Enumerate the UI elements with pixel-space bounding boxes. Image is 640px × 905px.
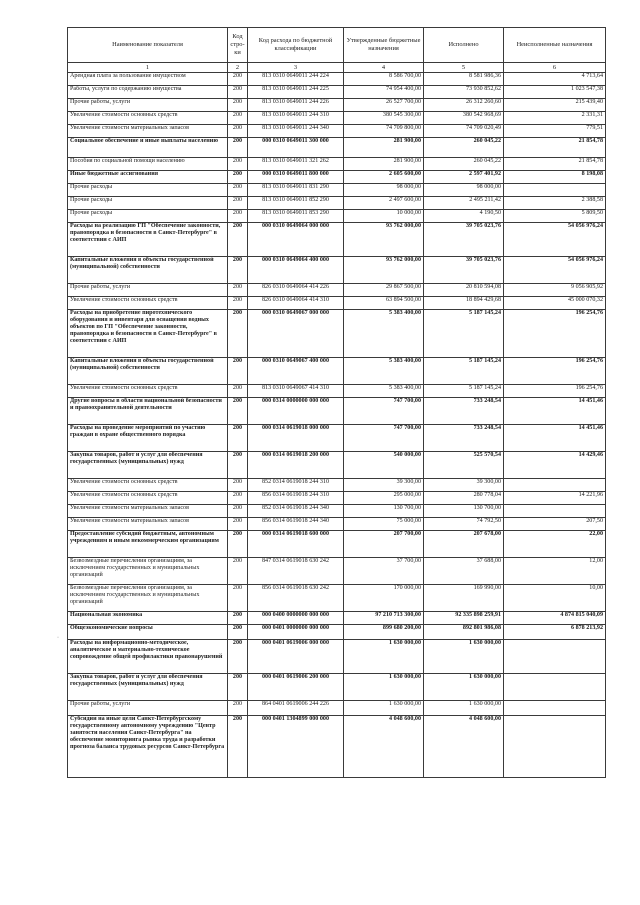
row-approved: 4 048 600,00 [344, 716, 424, 778]
row-executed: 37 688,00 [424, 558, 504, 585]
table-row [68, 86, 606, 99]
row-name: Социальное обеспечение и иные выплаты населению [68, 138, 228, 158]
column-number: 3 [248, 63, 344, 73]
row-executed: 98 000,00 [424, 184, 504, 197]
row-budget-code: 856 0314 0619018 244 340 [248, 518, 344, 531]
row-approved: 74 954 400,00 [344, 86, 424, 99]
row-unexecuted: 5 809,50 [504, 210, 606, 223]
row-executed: 892 801 986,08 [424, 625, 504, 640]
row-unexecuted: 14 451,46 [504, 425, 606, 452]
row-approved: 93 762 000,00 [344, 257, 424, 284]
table-row [68, 158, 606, 171]
row-line-code: 200 [228, 297, 248, 310]
row-approved: 63 894 500,00 [344, 297, 424, 310]
row-budget-code: 813 0310 0649011 244 224 [248, 73, 344, 86]
row-name: Национальная экономика [68, 612, 228, 625]
row-unexecuted: 196 254,76 [504, 358, 606, 385]
row-budget-code: 000 0401 0619006 200 000 [248, 674, 344, 701]
column-number: 1 [68, 63, 228, 73]
row-budget-code: 000 0310 0649064 400 000 [248, 257, 344, 284]
row-unexecuted: 12,00 [504, 558, 606, 585]
row-line-code: 200 [228, 585, 248, 612]
row-budget-code: 000 0314 0619018 000 000 [248, 425, 344, 452]
table-row [68, 223, 606, 257]
row-budget-code: 000 0310 0649067 400 000 [248, 358, 344, 385]
row-name: Увеличение стоимости основных средств [68, 297, 228, 310]
row-name: Безвозмездные перечисления организациям, за исключением государственных и муниципальных организаций [68, 558, 228, 585]
row-executed: 1 630 000,00 [424, 674, 504, 701]
header-line-code: Код стро-ки [228, 28, 248, 63]
row-line-code: 200 [228, 518, 248, 531]
row-budget-code: 000 0310 0649011 300 000 [248, 138, 344, 158]
header-name: Наименование показателя [68, 28, 228, 63]
table-row [68, 531, 606, 558]
table-row [68, 558, 606, 585]
row-line-code: 200 [228, 99, 248, 112]
row-name: Расходы на приобретение пиротехнического оборудования и инвентаря для оснащения водных объектов по ГП "Обеспечение законности, правопорядка и безопасности в Санкт-Петербурге" в соответствии с АИП [68, 310, 228, 358]
header-unexecuted: Неисполненные назначения [504, 28, 606, 63]
row-unexecuted: 1 023 547,38 [504, 86, 606, 99]
row-name: Прочие расходы [68, 184, 228, 197]
row-name: Капитальные вложения в объекты государственной (муниципальной) собственности [68, 358, 228, 385]
table-row [68, 452, 606, 479]
row-approved: 29 867 500,00 [344, 284, 424, 297]
row-unexecuted [504, 674, 606, 701]
row-name: Субсидии на иные цели Санкт-Петербургскому государственному автономному учреждению "Центр занятости населения Санкт-Петербурга" на обеспечение мониторинга рынка труда и разработки прогноза баланса трудовых ресурсов Санкт-Петербурга [68, 716, 228, 778]
row-executed: 20 810 594,08 [424, 284, 504, 297]
row-name: Общеэкономические вопросы [68, 625, 228, 640]
row-name: Капитальные вложения в объекты государственной (муниципальной) собственности [68, 257, 228, 284]
row-line-code: 200 [228, 612, 248, 625]
row-name: Увеличение стоимости основных средств [68, 385, 228, 398]
row-unexecuted: 14 221,96 [504, 492, 606, 505]
row-approved: 281 900,00 [344, 138, 424, 158]
table-row [68, 171, 606, 184]
row-approved: 93 762 000,00 [344, 223, 424, 257]
row-line-code: 200 [228, 284, 248, 297]
row-line-code: 200 [228, 125, 248, 138]
row-approved: 5 383 400,00 [344, 358, 424, 385]
row-approved: 747 700,00 [344, 425, 424, 452]
row-executed: 5 187 145,24 [424, 358, 504, 385]
row-unexecuted [504, 184, 606, 197]
row-executed: 260 045,22 [424, 138, 504, 158]
row-budget-code: 856 0314 0619018 630 242 [248, 585, 344, 612]
row-name: Прочие работы, услуги [68, 99, 228, 112]
table-row [68, 210, 606, 223]
row-budget-code: 813 0310 0649067 414 310 [248, 385, 344, 398]
row-approved: 207 700,00 [344, 531, 424, 558]
row-budget-code: 852 0314 0619018 244 340 [248, 505, 344, 518]
table-row [68, 297, 606, 310]
row-approved: 74 709 800,00 [344, 125, 424, 138]
table-row [68, 674, 606, 701]
table-row [68, 625, 606, 640]
row-executed: 4 048 600,00 [424, 716, 504, 778]
row-approved: 75 000,00 [344, 518, 424, 531]
row-executed: 73 930 852,62 [424, 86, 504, 99]
table-row [68, 716, 606, 778]
row-budget-code: 000 0314 0619018 600 000 [248, 531, 344, 558]
table-row [68, 112, 606, 125]
table-row [68, 479, 606, 492]
row-unexecuted: 207,50 [504, 518, 606, 531]
column-number: 2 [228, 63, 248, 73]
row-budget-code: 813 0310 0649011 831 290 [248, 184, 344, 197]
table-row [68, 138, 606, 158]
row-budget-code: 000 0401 0619006 000 000 [248, 640, 344, 674]
row-line-code: 200 [228, 138, 248, 158]
row-line-code: 200 [228, 674, 248, 701]
row-approved: 747 700,00 [344, 398, 424, 425]
row-approved: 130 700,00 [344, 505, 424, 518]
row-name: Увеличение стоимости основных средств [68, 112, 228, 125]
row-budget-code: 813 0310 0649011 852 290 [248, 197, 344, 210]
row-unexecuted: 9 056 905,92 [504, 284, 606, 297]
row-line-code: 200 [228, 223, 248, 257]
row-line-code: 200 [228, 479, 248, 492]
row-executed: 733 248,54 [424, 425, 504, 452]
table-row [68, 310, 606, 358]
row-line-code: 200 [228, 210, 248, 223]
row-executed: 169 990,00 [424, 585, 504, 612]
row-unexecuted: 10,00 [504, 585, 606, 612]
row-approved: 540 000,00 [344, 452, 424, 479]
row-executed: 733 248,54 [424, 398, 504, 425]
row-unexecuted [504, 640, 606, 674]
row-budget-code: 000 0310 0649011 800 000 [248, 171, 344, 184]
row-budget-code: 852 0314 0619018 244 310 [248, 479, 344, 492]
table-row [68, 505, 606, 518]
row-unexecuted: 22,00 [504, 531, 606, 558]
table-row [68, 518, 606, 531]
row-name: Арендная плата за пользование имуществом [68, 73, 228, 86]
row-budget-code: 000 0310 0649064 000 000 [248, 223, 344, 257]
row-executed: 74 709 020,49 [424, 125, 504, 138]
row-unexecuted: 8 198,08 [504, 171, 606, 184]
row-unexecuted: 2 331,31 [504, 112, 606, 125]
table-row [68, 99, 606, 112]
row-name: Прочие работы, услуги [68, 701, 228, 716]
table-row [68, 125, 606, 138]
row-line-code: 200 [228, 558, 248, 585]
row-unexecuted: 2 388,58 [504, 197, 606, 210]
table-row [68, 257, 606, 284]
table-body [68, 73, 606, 778]
row-executed: 18 894 429,68 [424, 297, 504, 310]
row-line-code: 200 [228, 625, 248, 640]
table-row [68, 284, 606, 297]
row-line-code: 200 [228, 398, 248, 425]
header-executed: Исполнено [424, 28, 504, 63]
row-name: Увеличение стоимости материальных запасов [68, 505, 228, 518]
row-approved: 97 210 713 300,00 [344, 612, 424, 625]
header-approved: Утвержденные бюджетные назначения [344, 28, 424, 63]
row-approved: 281 900,00 [344, 158, 424, 171]
row-line-code: 200 [228, 531, 248, 558]
row-approved: 380 545 300,00 [344, 112, 424, 125]
column-number: 5 [424, 63, 504, 73]
row-budget-code: 847 0314 0619018 630 242 [248, 558, 344, 585]
row-unexecuted: 45 000 070,32 [504, 297, 606, 310]
row-line-code: 200 [228, 257, 248, 284]
row-name: Безвозмездные перечисления организациям, за исключением государственных и муниципальных организаций [68, 585, 228, 612]
row-line-code: 200 [228, 358, 248, 385]
table-row [68, 197, 606, 210]
row-name: Увеличение стоимости основных средств [68, 492, 228, 505]
row-budget-code: 000 0310 0649067 000 000 [248, 310, 344, 358]
row-name: Закупка товаров, работ и услуг для обеспечения государственных (муниципальных) нужд [68, 452, 228, 479]
row-unexecuted: 6 878 213,92 [504, 625, 606, 640]
row-budget-code: 813 0310 0649011 244 340 [248, 125, 344, 138]
row-budget-code: 826 0310 0649064 414 226 [248, 284, 344, 297]
row-executed: 39 705 023,76 [424, 257, 504, 284]
row-budget-code: 000 0314 0000000 000 000 [248, 398, 344, 425]
row-budget-code: 826 0310 0649064 414 310 [248, 297, 344, 310]
row-executed: 1 630 000,00 [424, 640, 504, 674]
row-name: Расходы на информационно-методическое, аналитическое и материально-техническое сопровождение общей профилактики правонарушений [68, 640, 228, 674]
row-unexecuted: 54 056 976,24 [504, 223, 606, 257]
row-unexecuted: 14 451,46 [504, 398, 606, 425]
row-executed: 74 792,50 [424, 518, 504, 531]
row-name: Увеличение стоимости материальных запасов [68, 518, 228, 531]
row-executed: 26 312 260,60 [424, 99, 504, 112]
row-line-code: 200 [228, 452, 248, 479]
row-unexecuted: 196 254,76 [504, 385, 606, 398]
row-budget-code: 000 0401 0000000 000 000 [248, 625, 344, 640]
row-line-code: 200 [228, 505, 248, 518]
row-executed: 1 630 000,00 [424, 701, 504, 716]
table-row [68, 612, 606, 625]
budget-execution-table [67, 27, 606, 778]
table-row [68, 492, 606, 505]
row-budget-code: 813 0310 0649011 244 226 [248, 99, 344, 112]
column-number: 6 [504, 63, 606, 73]
table-row [68, 358, 606, 385]
row-name: Прочие расходы [68, 197, 228, 210]
table-header-row [68, 28, 606, 63]
row-budget-code: 000 0401 1304899 000 000 [248, 716, 344, 778]
row-unexecuted: 21 854,78 [504, 158, 606, 171]
row-name: Увеличение стоимости материальных запасов [68, 125, 228, 138]
row-unexecuted: 4 874 815 040,09 [504, 612, 606, 625]
column-numbers-row [68, 63, 606, 73]
row-executed: 260 045,22 [424, 158, 504, 171]
row-budget-code: 000 0314 0619018 200 000 [248, 452, 344, 479]
row-executed: 280 778,04 [424, 492, 504, 505]
row-unexecuted [504, 505, 606, 518]
row-line-code: 200 [228, 112, 248, 125]
row-line-code: 200 [228, 640, 248, 674]
row-approved: 5 383 400,00 [344, 385, 424, 398]
row-name: Предоставление субсидий бюджетным, автономным учреждениям и иным некоммерческим организациям [68, 531, 228, 558]
row-line-code: 200 [228, 385, 248, 398]
row-name: Прочие расходы [68, 210, 228, 223]
row-name: Расходы на реализацию ГП "Обеспечение законности, правопорядка и безопасности в Санкт-Петербурге" в соответствии с АИП [68, 223, 228, 257]
row-unexecuted [504, 701, 606, 716]
table-row [68, 585, 606, 612]
row-line-code: 200 [228, 184, 248, 197]
row-line-code: 200 [228, 425, 248, 452]
row-budget-code: 864 0401 0619006 244 226 [248, 701, 344, 716]
row-unexecuted: 779,51 [504, 125, 606, 138]
row-executed: 207 678,00 [424, 531, 504, 558]
table-row [68, 73, 606, 86]
table-row [68, 425, 606, 452]
row-budget-code: 000 0400 0000000 000 000 [248, 612, 344, 625]
row-approved: 170 000,00 [344, 585, 424, 612]
row-executed: 5 187 145,24 [424, 310, 504, 358]
row-unexecuted: 54 056 976,24 [504, 257, 606, 284]
row-executed: 380 542 968,69 [424, 112, 504, 125]
row-executed: 2 495 211,42 [424, 197, 504, 210]
row-budget-code: 856 0314 0619018 244 310 [248, 492, 344, 505]
row-name: Работы, услуги по содержанию имущества [68, 86, 228, 99]
row-line-code: 200 [228, 86, 248, 99]
row-unexecuted: 215 439,40 [504, 99, 606, 112]
row-unexecuted [504, 479, 606, 492]
row-executed: 4 190,50 [424, 210, 504, 223]
table-row [68, 640, 606, 674]
row-executed: 8 581 986,36 [424, 73, 504, 86]
table-row [68, 398, 606, 425]
row-name: Расходы на проведение мероприятий по участию граждан в охране общественного порядка [68, 425, 228, 452]
row-name: Прочие работы, услуги [68, 284, 228, 297]
row-approved: 26 527 700,00 [344, 99, 424, 112]
row-unexecuted: 196 254,76 [504, 310, 606, 358]
row-approved: 1 630 000,00 [344, 674, 424, 701]
row-approved: 37 700,00 [344, 558, 424, 585]
margin-mark: · [57, 635, 59, 641]
row-name: Другие вопросы в области национальной безопасности и правоохранительной деятельности [68, 398, 228, 425]
row-executed: 130 700,00 [424, 505, 504, 518]
row-budget-code: 813 0310 0649011 853 290 [248, 210, 344, 223]
row-approved: 899 680 200,00 [344, 625, 424, 640]
row-executed: 39 300,00 [424, 479, 504, 492]
row-approved: 10 000,00 [344, 210, 424, 223]
row-executed: 525 570,54 [424, 452, 504, 479]
row-approved: 5 383 400,00 [344, 310, 424, 358]
row-line-code: 200 [228, 701, 248, 716]
row-name: Пособия по социальной помощи населению [68, 158, 228, 171]
row-budget-code: 813 0310 0649011 244 310 [248, 112, 344, 125]
row-approved: 295 000,00 [344, 492, 424, 505]
row-budget-code: 813 0310 0649011 244 225 [248, 86, 344, 99]
row-approved: 98 000,00 [344, 184, 424, 197]
row-executed: 5 187 145,24 [424, 385, 504, 398]
table-row [68, 701, 606, 716]
row-line-code: 200 [228, 73, 248, 86]
row-line-code: 200 [228, 716, 248, 778]
row-line-code: 200 [228, 158, 248, 171]
row-name: Иные бюджетные ассигнования [68, 171, 228, 184]
row-budget-code: 813 0310 0649011 321 262 [248, 158, 344, 171]
row-approved: 1 630 000,00 [344, 701, 424, 716]
row-line-code: 200 [228, 197, 248, 210]
row-unexecuted: 14 429,46 [504, 452, 606, 479]
row-unexecuted [504, 716, 606, 778]
row-line-code: 200 [228, 310, 248, 358]
table-row [68, 385, 606, 398]
row-line-code: 200 [228, 492, 248, 505]
row-unexecuted: 4 713,64 [504, 73, 606, 86]
row-approved: 39 300,00 [344, 479, 424, 492]
row-executed: 39 705 023,76 [424, 223, 504, 257]
row-line-code: 200 [228, 171, 248, 184]
row-approved: 2 497 600,00 [344, 197, 424, 210]
row-unexecuted: 21 854,78 [504, 138, 606, 158]
row-name: Увеличение стоимости основных средств [68, 479, 228, 492]
row-executed: 92 335 898 259,91 [424, 612, 504, 625]
row-executed: 2 597 401,92 [424, 171, 504, 184]
row-approved: 2 605 600,00 [344, 171, 424, 184]
row-approved: 1 630 000,00 [344, 640, 424, 674]
column-number: 4 [344, 63, 424, 73]
row-name: Закупка товаров, работ и услуг для обеспечения государственных (муниципальных) нужд [68, 674, 228, 701]
table-row [68, 184, 606, 197]
row-approved: 8 586 700,00 [344, 73, 424, 86]
header-budget-code: Код расхода по бюджетной классификации [248, 28, 344, 63]
